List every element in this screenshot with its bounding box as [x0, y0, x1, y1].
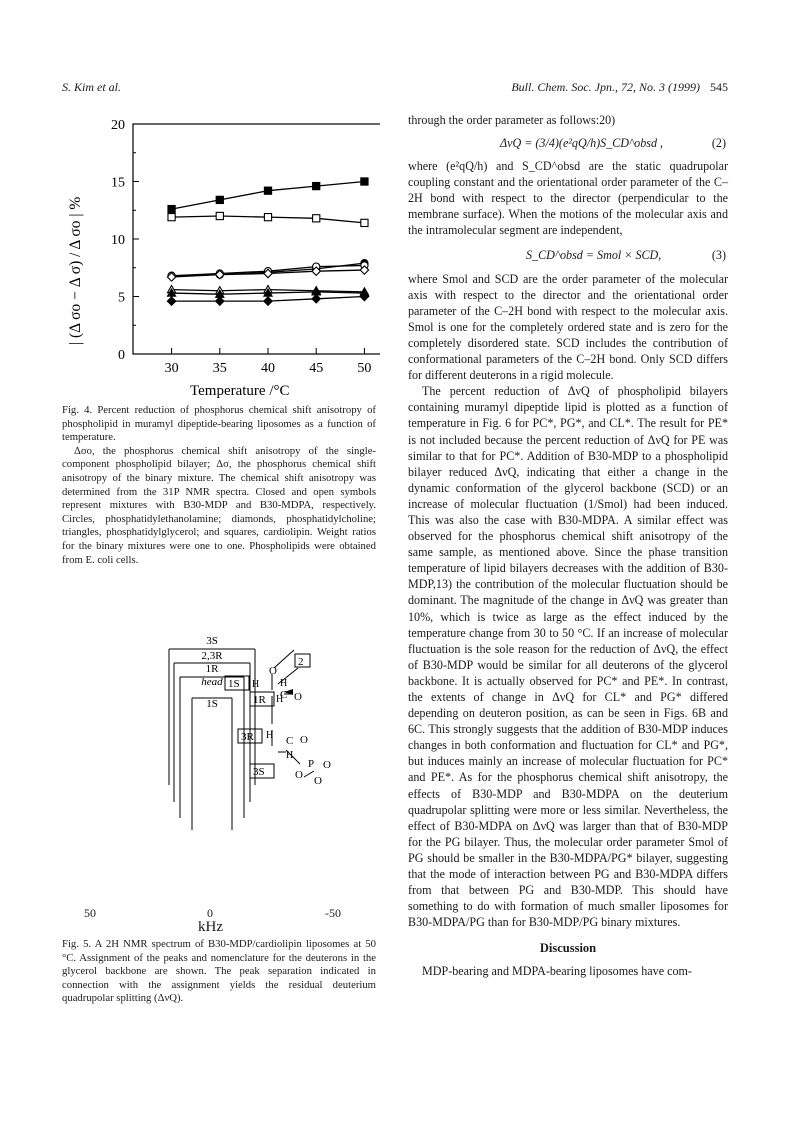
struct-h4: H [266, 730, 274, 741]
plot-frame [133, 124, 380, 354]
figure-4-caption [62, 404, 376, 567]
data-point-square [361, 219, 368, 226]
glycerol-backbone-structure [200, 634, 390, 804]
data-point-square [313, 215, 320, 222]
struct-o4: O [295, 769, 303, 781]
running-header-authors: S. Kim et al. [62, 80, 121, 94]
struct-box-1s: 1S [228, 678, 240, 690]
figure-5-caption [62, 938, 376, 1006]
struct-h2: H [280, 678, 288, 689]
data-series [167, 178, 368, 305]
fig5-tick-50: 50 [84, 906, 96, 920]
struct-o5: O [323, 759, 331, 771]
struct-h5: H [286, 750, 294, 761]
data-point-diamond [167, 297, 175, 305]
figure-4-caption-title: Fig. 4. Percent reduction of phosphorus chemical shift anisotropy of phospholipid in muramyl dipeptide-bearing liposomes as a function of temperature. [62, 404, 376, 444]
y-tick-label: 5 [118, 290, 125, 306]
figure-4-caption-body: Δσo, the phosphorus chemical shift anisotropy of the single-component phospholipid bilayer; Δσ, the phosphorus chemical shift anisotropy of the binary mixture. The chemical shift anisotropy was determined from the 31P NMR spectra. Closed and open symbols represent mixtures with B30-MDP and B30-MDPA, respectively. Circles, phosphatidylethanolamine; diamonds, phosphatidylcholine; triangles, phosphatidylglycerol; and squares, cardiolipin. Weight ratios for the binary mixtures were one to one. Phospholipids were obtained from E. coli cells. [62, 444, 376, 566]
x-tick-label: 45 [309, 361, 324, 376]
y-tick-label: 20 [111, 118, 125, 133]
x-axis-ticks [165, 348, 372, 376]
series-line [172, 182, 365, 210]
y-tick-label: 15 [111, 175, 125, 191]
struct-o2: O [294, 691, 302, 703]
data-point-diamond [216, 297, 224, 305]
data-point-diamond [312, 295, 320, 303]
body-text-column [408, 112, 728, 979]
label-1r: 1R [205, 663, 219, 675]
y-tick-label: 10 [111, 233, 125, 248]
equation-3-number: (3) [711, 247, 726, 262]
paragraph-3: where Smol and SCD are the order parameter of the molecular axis with respect to the director and the orientational order parameter of the C–2H bond with respect to the molecular axis. Smol is one for the completely ordered state and is zero for the completely disordered state. SCD includes the contribution of conformational parameters of the C–2H bond. Only SCD differs for different deuterons in a rigid molecule. [408, 271, 728, 383]
label-1s: 1S [206, 698, 218, 710]
x-tick-label: 30 [164, 361, 179, 376]
struct-box-3s: 3S [253, 766, 265, 778]
label-23r: 2,3R [201, 650, 223, 662]
struct-o1: O [269, 665, 277, 677]
data-point-square [216, 212, 223, 219]
journal-citation: Bull. Chem. Soc. Jpn., 72, No. 3 (1999) [511, 80, 700, 94]
data-point-square [216, 196, 223, 203]
equation-3: S_CD^obsd = Smol × SCD, [526, 247, 662, 262]
struct-c1: C [280, 689, 288, 701]
data-point-square [168, 214, 175, 221]
figure-5-caption-text: Fig. 5. A 2H NMR spectrum of B30-MDP/cardiolipin liposomes at 50 °C. Assignment of the peaks and nomenclature for the deuterons in the glycerol backbone are shown. The peak separation indicated in connection with the assignment yields the residual deuterium quadrupolar splitting (ΔνQ). [62, 938, 376, 1005]
struct-h1: H [252, 679, 260, 690]
equation-3-row [408, 243, 728, 267]
data-point-square [168, 206, 175, 213]
struct-box-1r: 1R [253, 694, 266, 706]
equation-2: ΔνQ = (3/4)(e²qQ/h)S_CD^obsd , [500, 136, 664, 151]
paragraph-5: MDP-bearing and MDPA-bearing liposomes have com- [422, 963, 692, 978]
paragraph-4: The percent reduction of ΔνQ of phospholipid bilayers containing muramyl dipeptide lipid is plotted as a function of temperature in Fig. 6 for PC*, PG*, and CL*. The result for PE* is not included because the percent reduction of ΔνQ for PE was similar to that for PC*. Addition of B30-MDP to a phospholipid bilayer reduced ΔνQ, indicating that either a change in the dynamic conformation of the glycerol backbone (SCD) or an increase of molecular fluctuation (1/Smol) had been induced. This was also the case with B30-MDPA. A similar effect was observed for the phosphorus chemical shift anisotropy of the same sample, as mentioned above. Since the phase transition temperature of lipid bilayers decreases with the addition of B30-MDP,13) the contribution of the molecular fluctuation should be dominant. The magnitude of the change in ΔνQ was greater than 10%, which is twice as large as the effect induced by the temperature change from 30 to 50 °C. If an increase of molecular fluctuation is the sole reason for the reduction of ΔνQ, the effect of B30-MDP would be similar for all deuterons of the glycerol backbone. It is actually observed for PC* and PE*. In contrast, the extents of change in ΔνQ for CL* and PG* differed depending on deuteron position, as can be seen in Figs. 6B and 6C. This strongly suggests that the addition of B30-MDP induces changes in both conformation and fluctuation for CL* and PG*, but induces mainly an increase of molecular fluctuation for PC* and PE*. As for the phosphorus chemical shift anisotropy, the effects of B30-MDP and B30-MDPA on the deuterium quadrupolar splitting were more or less similar. Nevertheless, the effect of B30-MDPA on ΔνQ was larger than that of B30-MDP for the PG bilayer. Thus, the molecular order parameter Smol of PG should be smaller in the B30-MDPA/PG* bilayer, suggesting that the mode of interaction between PG and B30-MDPA differs from that between PG and B30-MDP. This should have something to do with formation of much smaller liposomes for B30-MDPA/PG than for B30-MDP/PG binary mixtures. [408, 384, 728, 930]
section-heading-discussion: Discussion [539, 941, 597, 956]
y-axis-label: | (Δ σo − Δ σ) / Δ σo | % [67, 196, 84, 345]
x-tick-label: 40 [261, 361, 275, 376]
struct-box-2: 2 [298, 656, 304, 668]
x-axis-label: Temperature /°C [190, 383, 290, 399]
fig5-tick-0: 0 [207, 906, 213, 920]
data-point-square [264, 214, 271, 221]
y-tick-label: 0 [118, 348, 125, 363]
paragraph-2: where (e²qQ/h) and S_CD^obsd are the static quadrupolar coupling constant and the orientational order parameter of the C–2H bond with respect to the director (perpendicular to the membrane surface). When the motions of the molecular axis and the intramolecular segment are independent, [408, 159, 728, 238]
page-number: 545 [710, 80, 728, 94]
label-3s: 3S [206, 635, 218, 647]
fig5-x-axis-label: kHz [198, 919, 223, 935]
struct-c2: C [286, 735, 294, 747]
paragraph-1: through the order parameter as follows:20) [408, 113, 616, 127]
data-point-square [361, 178, 368, 185]
equation-2-number: (2) [711, 136, 726, 151]
data-point-diamond [264, 297, 272, 305]
data-point-square [264, 187, 271, 194]
x-tick-label: 50 [357, 361, 372, 376]
label-head: head [201, 676, 223, 688]
data-point-square [313, 183, 320, 190]
struct-p: P [308, 758, 315, 770]
struct-h3: H [276, 694, 284, 705]
struct-o3: O [300, 734, 308, 746]
figure-4-chart [62, 112, 380, 402]
struct-o6: O [314, 775, 322, 787]
fig5-tick-minus50: -50 [325, 906, 341, 920]
running-header-journal [511, 80, 728, 95]
struct-box-3r: 3R [241, 731, 254, 743]
x-tick-label: 35 [212, 361, 227, 376]
y-axis-ticks [111, 118, 139, 363]
equation-2-row [408, 131, 728, 156]
